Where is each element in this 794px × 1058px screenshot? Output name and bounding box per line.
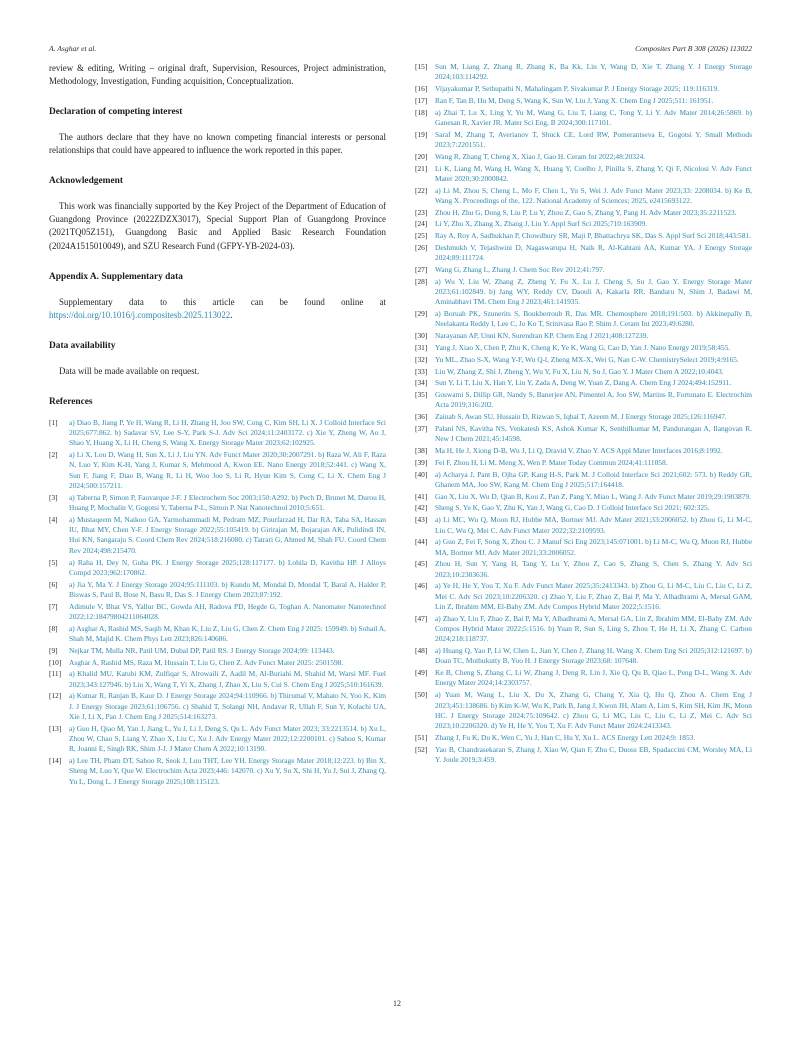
reference-number: [44] (415, 537, 428, 547)
reference-number: [30] (415, 331, 428, 341)
appendix-text-suffix: . (230, 309, 233, 320)
reference-item (415, 152, 752, 162)
reference-number: [17] (415, 95, 428, 105)
reference-number: [48] (415, 646, 428, 656)
acknowledgement-paragraph: This work was financially supported by the Key Project of the Department of Education of Guangdong Province (2022ZDZX3017), Special Support Plan of Guangdong Province (2021TQ05Z151), Guangdong Basic and Applied Basic Research Foundation (2024A1515010049), and SZU Research Fund (GFPY-YB-2024-03). (49, 201, 386, 251)
reference-item (415, 424, 752, 445)
reference-text[interactable]: a) Jia Y, Ma Y. J Energy Storage 2024;95:111103. b) Kundu M, Mondal D, Mondal T, Baral A, Halder P, Biswas S, Paul B, Bose N, Basu R, Das S. J Energy Chem 2023;87:192. (69, 579, 386, 599)
reference-text[interactable]: Zainab S, Awan SU, Hussain D, Rizwan S, Iqbal T, Azeem M. J Energy Storage 2025;126:116947. (435, 412, 727, 422)
references-list-left (49, 418, 386, 787)
reference-item (415, 503, 752, 513)
declaration-paragraph: The authors declare that they have no known competing financial interests or personal relationships that could have appeared to influence the work reported in this paper. (49, 132, 386, 156)
reference-text[interactable]: Sheng S, Ye K, Gao Y, Zhu K, Yan J, Wang G, Cao D. J Colloid Interface Sci 2021; 602:325. (435, 503, 710, 513)
reference-item (415, 84, 752, 94)
reference-item (415, 343, 752, 353)
reference-item (415, 231, 752, 241)
reference-number: [6] (49, 579, 58, 589)
reference-text[interactable]: a) Yuan M, Wang L, Liu X, Du X, Zhang G, Chang Y, Xia Q, Hu Q, Zhou A. Chem Eng J 2023;451:138686. b) Kim K-W, Wu K, Park B, Jang J, Kwon JH, Alam A, Lim S, Kim SH, Kim JK, Moon HC. J Energy Storage 2024;75:109642. c) Zhou G, Li MC, Liu C, Liu C, Li Z, Mei C. Adv Sci 2023;10:2206320. d) Ye H, He Y, You T, Xu F. Adv Funct Mater 2024:2413343. (435, 690, 752, 731)
reference-text[interactable]: a) Mustaqeem M, Naikoo GA, Yarmohammadi M, Pedram MZ, Pourfarzad H, Dar RA, Taha SA, Hassan IU, Bhat MY, Chen Y-F. J Energy Storage 2022;55:105419. b) Girirajan M, Bojarajan AK, Pulidindi IN, Hui KN, Sangaraju S. Coord Chem Rev 2024;518:216080. c) Tatrari G, Ahmed M, Shah FU. Coord Chem Rev 2024;498:215470. (69, 514, 386, 555)
reference-item (415, 331, 752, 341)
author-contributions-continued: review & editing, Writing – original draft, Supervision, Resources, Project administration, Methodology, Investigation, Funding acquisition, Conceptualization. (49, 63, 386, 87)
reference-text[interactable]: Ray A, Roy A, Sadhukhan P, Chowdhury SR, Maji P, Bhattachrya SK, Das S. Appl Surf Sci 2018;443:581. (435, 231, 751, 241)
reference-item (49, 450, 386, 491)
reference-number: [49] (415, 668, 428, 678)
reference-item (415, 745, 752, 766)
reference-number: [27] (415, 265, 428, 275)
section-heading-references: References (49, 396, 93, 407)
reference-text[interactable]: Fei F, Zhou H, Li M, Meng X, Wen P. Mater Today Commun 2024;41:111058. (435, 457, 668, 467)
reference-item (415, 515, 752, 536)
doi-link[interactable]: https://doi.org/10.1016/j.compositesb.2025.113022 (49, 309, 231, 320)
reference-text[interactable]: a) Diao B, Jiang P, Ye H, Wang R, Li H, Zhang H, Joo SW, Cong C, Kim SH, Li X. J Colloid Interface Sci 2025;677:862. b) Sadavar SV, Lee S-Y, Park S-J. Adv Sci 2024;11:2403172. c) Xie Y, Zheng W, Ao J, Shao Y, Huang X, Li H, Cheng S, Wang X. Energy Storage Mater 2023;62:102925. (69, 417, 386, 448)
appendix-paragraph (49, 296, 386, 322)
reference-item (415, 614, 752, 645)
reference-number: [7] (49, 601, 58, 611)
reference-number: [34] (415, 378, 428, 388)
reference-item (415, 265, 752, 275)
reference-item (49, 602, 386, 623)
data-availability-paragraph: Data will be made available on request. (59, 365, 200, 376)
reference-text[interactable]: Zhang J, Fu K, Du K, Wen C, Yu J, Han C, Hu Y, Xu L. ACS Energy Lett 2024;9: 1853. (435, 732, 696, 742)
reference-number: [14] (49, 756, 62, 766)
reference-item (415, 62, 752, 83)
reference-number: [11] (49, 669, 62, 679)
reference-text[interactable]: Adimule V, Bhat VS, Yallur BC, Gowda AH, Radova PD, Hegde G, Toghan A. Nanomater Nanotechnol 2022;12:18479804211064028. (69, 601, 386, 621)
section-heading-data-availability: Data availability (49, 340, 116, 351)
reference-text[interactable]: a) Huang Q, Yao P, Li W, Chen L, Jian Y, Chen J, Zhang H, Wang X. Chem Eng Sci 2025;312:121697. b) Doan TC, Muthukutty B, Yoo H. J Energy Storage 2023;68: 107648. (435, 646, 752, 666)
reference-text[interactable]: Zhou H, Zhu G, Dong S, Liu P, Lu Y, Zhou Z, Gao S, Zhang Y, Pang H. Adv Mater 2023;35:2211523. (435, 207, 737, 217)
reference-item (415, 412, 752, 422)
left-column (49, 62, 386, 788)
reference-number: [21] (415, 163, 428, 173)
reference-number: [33] (415, 366, 428, 376)
reference-item (49, 646, 386, 656)
reference-number: [36] (415, 412, 428, 422)
reference-number: [46] (415, 581, 428, 591)
running-head-journal: Composites Part B 308 (2026) 113022 (635, 44, 752, 53)
reference-number: [19] (415, 129, 428, 139)
reference-text[interactable]: Zhou H, Sun Y, Yang H, Tang Y, Lu Y, Zhou Z, Cao S, Zhang S, Chen S, Zhang Y. Adv Sci 2023;10:2303636. (435, 559, 752, 579)
reference-text[interactable]: Nejkar TM, Mulla NR, Patil UM, Dubal DP, Patil RS. J Energy Storage 2024;99: 113443. (69, 645, 335, 655)
reference-item (415, 130, 752, 151)
reference-item (49, 580, 386, 601)
reference-number: [38] (415, 446, 428, 456)
reference-number: [2] (49, 450, 58, 460)
reference-item (49, 658, 386, 668)
reference-number: [12] (49, 691, 62, 701)
reference-number: [20] (415, 151, 428, 161)
reference-number: [47] (415, 613, 428, 623)
reference-text[interactable]: Yang J, Xiao X, Chen P, Zhu K, Cheng K, Ye K, Wang G, Cao D, Yan J. Nano Energy 2019;58:455. (435, 343, 731, 353)
reference-item (415, 492, 752, 502)
reference-text[interactable]: Li Y, Zhu X, Zhang X, Zhang J, Liu Y. Appl Surf Sci 2025;710:163909. (435, 219, 648, 229)
reference-number: [16] (415, 84, 428, 94)
reference-item (415, 108, 752, 129)
right-column (415, 62, 752, 767)
section-heading-declaration: Declaration of competing interest (49, 107, 183, 118)
reference-text[interactable]: Narayanan AP, Unni KN, Surendran KP. Chem Eng J 2021;408:127239. (435, 331, 649, 341)
reference-item (415, 186, 752, 207)
reference-item (49, 418, 386, 449)
reference-number: [41] (415, 491, 428, 501)
reference-item (415, 96, 752, 106)
page-number: 12 (393, 999, 401, 1008)
reference-text[interactable]: Yao B, Chandrasekaran S, Zhang J, Xiao W, Qian F, Zhu C, Duoss EB, Spadaccini CM, Worsley MA, Li Y. Joule 2019;3:459. (435, 744, 752, 764)
reference-text[interactable]: Saraf M, Zhang T, Averianov T, Shuck CE, Lord RW, Pomerantseva E, Gogotsi Y. Small Methods 2023;7:2201551. (435, 129, 752, 149)
section-heading-appendix: Appendix A. Supplementary data (49, 271, 183, 282)
reference-number: [8] (49, 623, 58, 633)
reference-item (415, 646, 752, 667)
reference-item (415, 390, 752, 411)
reference-text[interactable]: Palani NS, Kavitha NS, Venkatesh KS, Ashok Kumar K, Senthilkumar M, Pandurangan A, Ilangovan R. New J Chem 2021;45:14598. (435, 424, 752, 444)
reference-number: [24] (415, 219, 428, 229)
reference-number: [13] (49, 723, 62, 733)
reference-text[interactable]: a) Ye H, He Y, You T, Xu F. Adv Funct Mater 2025;35:2413343. b) Zhou G, Li M-C, Liu C, Liu C, Li Z, Mei C. Adv Sci 2023;10:2206320. c) Zhao Y, Liu F, Zhao Z, Bai P, Ma Y, Alhadhrami A, Mersal GAM, Lin Z, Ibrahim MM, El-Bahy ZM. Adv Compos Hybrid Mater 2022;5:1516. (435, 581, 752, 611)
reference-text[interactable]: Yu ML, Zhao S-X, Wang Y-F, Wu Q-l, Zheng MX-X, Wei G, Nan C-W. ChemistrySelect 2019;4:9165. (435, 354, 739, 364)
reference-number: [35] (415, 390, 428, 400)
reference-number: [22] (415, 185, 428, 195)
reference-text[interactable]: a) Li X, Lou D, Wang H, Sun X, Li J, Liu YN. Adv Funct Mater 2020;30:2007291. b) Raza W, Ali F, Raza N, Luo Y, Kim K-H, Yang J, Kumar S, Mehmood A, Kwon EE. Nano Energy 2018;52:441. c) Wang X, Sun F, Jiang F, Diao B, Wang R, Li H, Woo Joo S, Li R, Hyun Kim S, Cong C, Li X. Chem Eng J 2024;500:157211. (69, 450, 386, 491)
reference-number: [1] (49, 417, 58, 427)
reference-text[interactable]: Deshmukh V, Tejashwini D, Nagaswarupa H, Naik R, Al-Kahtani AA, Kumar YA. J Energy Storage 2024;89:111724. (435, 243, 752, 263)
reference-number: [31] (415, 343, 428, 353)
reference-text[interactable]: a) Wu Y, Liu W, Zhang Z, Zheng Y, Fu X, Lu J, Cheng S, Su J, Gao Y. Energy Storage Mater 2023;61:102849. b) Jang WY, Reddy CV, Daouli A, Kakarla RR, Bandaru N, Shim J, Badawi M, Aminabhavi TM. Chem Eng J 2023;461:141935. (435, 276, 752, 307)
references-list-right (415, 62, 752, 765)
reference-item (415, 458, 752, 468)
reference-text[interactable]: a) Taberna P, Simon P, Fauvarque J-F. J Electrochem Soc 2003;150:A292. b) Pech D, Brunet M, Durou H, Huang P, Mochalin V, Gogotsi Y, Taberna P-L, Simon P. Nat Nanotechnol 2010;5:651. (69, 492, 386, 513)
running-head (49, 44, 752, 53)
reference-item (415, 219, 752, 229)
reference-item (415, 208, 752, 218)
reference-number: [3] (49, 492, 58, 502)
reference-number: [10] (49, 657, 62, 667)
reference-text[interactable]: Ma H, He J, Xiong D-B, Wu J, Li Q, Dravid V, Zhao Y. ACS Appl Mater Interfaces 2016;8:1992. (435, 446, 723, 456)
reference-item (49, 493, 386, 514)
reference-item (49, 756, 386, 787)
reference-text[interactable]: a) Lee TH, Pham DT, Sahoo R, Seok J, Luu THT, Lee YH. Energy Storage Mater 2018;12:223. b) Bin X, Sheng M, Luo Y, Que W. Electrochim Acta 2023;446: 142070. c) Xu Y, Su X, Shi H, Yu J, Sui J, Zhang Q, Yu L, Dong L. J Energy Storage 2025;108:115123. (69, 756, 386, 786)
reference-text[interactable]: a) Li M, Zhou S, Cheng L, Mo F, Chen L, Yu S, Wei J. Adv Funct Mater 2023;33: 2208034. b) Ke B, Wang X. Proceedings of the, 122. National Academy of Sciences; 2025, e2415693122. (435, 185, 752, 205)
reference-text[interactable]: Wang R, Zhang T, Cheng X, Xiao J, Gao H. Ceram Int 2022;48:20324. (435, 151, 646, 161)
reference-text[interactable]: Sun M, Liang Z, Zhang R, Zhang K, Ba Kk, Lin Y, Wang D, Xie T, Zhang Y. J Energy Storage 2024;103:114292. (435, 62, 752, 82)
reference-item (415, 378, 752, 388)
reference-text[interactable]: Liu W, Zhang Z, Shi J, Zheng Y, Wu Y, Fu X, Liu N, Su J, Gao Y. J Mater Chem A 2022;10:4043. (435, 366, 724, 376)
reference-item (49, 515, 386, 556)
reference-text[interactable]: a) Zhao Y, Liu F, Zhao Z, Bai P, Ma Y, Alhadhrami A, Mersal GA, Lin Z, Ibrahim MM, El-Bahy ZM. Adv Compos Hybrid Mater 2022;5:1516. b) Yuan R, Sun S, Ling S, Zhou T, He H, Li X, Zhang C. Carbon 2024;218:118737. (435, 613, 752, 644)
reference-number: [18] (415, 107, 428, 117)
reference-text[interactable]: Sun Y, Li T, Liu X, Han Y, Liu Y, Zada A, Deng W, Yuan Z, Dang A. Chem Eng J 2024;494:152911. (435, 378, 732, 388)
reference-number: [43] (415, 515, 428, 525)
reference-number: [51] (415, 732, 428, 742)
reference-item (415, 367, 752, 377)
reference-number: [40] (415, 469, 428, 479)
reference-item (49, 558, 386, 579)
reference-text[interactable]: Ke B, Cheng S, Zhang C, Li W, Zhang J, Deng R, Lin J, Xie Q, Qu B, Qiao L, Peng D-L, Wang X. Adv Energy Mater 2024;14:2303757. (435, 668, 752, 688)
reference-text[interactable]: a) Kumar R, Ranjan B, Kaur D. J Energy Storage 2024;94:110966. b) Thirumal V, Mahato N, Yoo K, Kim J. J Energy Storage 2023;61:106756. c) Shahid T, Solangi NH, Andavar R, Ullah F, Sun Y, Kolachi UA, Xie J, Li X, Pan J. Chem Eng J 2025;514:163273. (69, 691, 386, 721)
reference-item (415, 733, 752, 743)
reference-number: [37] (415, 424, 428, 433)
reference-number: [4] (49, 514, 58, 524)
reference-item (415, 470, 752, 491)
reference-text[interactable]: a) Raha H, Dey N, Guha PK. J Energy Storage 2025;128:117177. b) Lohila D, Kavitha HP. J Alloys Compd 2023;962:170862. (69, 557, 386, 577)
reference-item (415, 164, 752, 185)
appendix-text-prefix: Supplementary data to this article can be found online at (59, 296, 386, 307)
reference-number: [15] (415, 62, 428, 71)
reference-text[interactable]: Vijayakumar P, Sethupathi N, Mahalingam P, Sivakumar P. J Energy Storage 2025; 119:116319. (435, 84, 719, 94)
reference-item (49, 669, 386, 690)
reference-number: [42] (415, 503, 428, 513)
reference-item (415, 277, 752, 308)
reference-text[interactable]: a) Acharya J, Pant B, Ojha GP, Kang H-S, Park M. J Colloid Interface Sci 2021;602: 573. b) Reddy GR, Ghanem MA, Joo SW, Kang M. Chem Eng J 2025;517:164418. (435, 469, 752, 489)
reference-text[interactable]: Goswami S, Dillip GR, Nandy S, Banerjee AN, Pimentel A, Joo SW, Martins R, Fortunato E. Electrochim Acta 2019;316:202. (435, 390, 752, 410)
reference-number: [32] (415, 354, 428, 364)
reference-number: [9] (49, 645, 58, 655)
reference-number: [52] (415, 744, 428, 754)
reference-number: [26] (415, 243, 428, 252)
reference-number: [45] (415, 559, 428, 569)
reference-text[interactable]: a) Guo Z, Fei F, Song X, Zhou C. J Manuf Sci Eng 2023;145:071001. b) Li M-C, Wu Q, Moon RJ, Hubbe MA, Bortner MJ. Adv Mater 2021;33:2006052. (435, 537, 752, 557)
reference-number: [39] (415, 457, 428, 467)
reference-item (415, 690, 752, 731)
reference-item (415, 537, 752, 558)
reference-item (415, 581, 752, 612)
page-columns (49, 62, 752, 788)
running-head-author: A. Asghar et al. (49, 44, 97, 53)
reference-item (415, 243, 752, 264)
reference-number: [29] (415, 309, 428, 319)
reference-number: [25] (415, 231, 428, 241)
reference-item (415, 559, 752, 580)
reference-text[interactable]: a) Guo H, Qiao M, Yan J, Jiang L, Yu J, Li J, Deng S, Qu L. Adv Funct Mater 2023; 33:2213514. b) Xu L, Zhou W, Chao S, Liang Y, Zhao X, Liu C, Xu J. Adv Energy Mater 2022;12:2200101. c) Sahoo S, Kumar R, Joanni E, Singh RK, Shim J-J. J Mater Chem A 2022;10:13190. (69, 723, 386, 754)
reference-text[interactable]: Asghar A, Rashid MS, Raza M, Hussain T, Liu G, Chen Z. Adv Funct Mater 2025: 2501598. (69, 657, 344, 667)
reference-text[interactable]: Wang G, Zhang L, Zhang J. Chem Soc Rev 2012;41:797. (435, 265, 605, 275)
reference-item (415, 668, 752, 689)
section-heading-acknowledgement: Acknowledgement (49, 176, 123, 187)
reference-text[interactable]: Li K, Liang M, Wang H, Wang X, Huang Y, Coelho J, Pinilla S, Zhang Y, Qi F, Nicolosi V. Adv Funct Mater 2020;30:2000842. (435, 163, 752, 183)
reference-item (49, 691, 386, 722)
reference-item (415, 309, 752, 330)
reference-number: [23] (415, 207, 428, 217)
reference-text[interactable]: a) Li MC, Wu Q, Moon RJ, Hubbe MA, Bortner MJ. Adv Mater 2021;33:2006052. b) Zhou G, Li M-C, Liu C, Wu Q, Mei C. Adv Funct Mater 2022;32:2109593. (435, 515, 752, 535)
reference-item (415, 355, 752, 365)
reference-text[interactable]: a) Asghar A, Rashid MS, Saqib M, Khan K, Liu Z, Liu G, Chen Z. Chem Eng J 2025: 159949. b) Sohail A, Shah M, Majid K. Chem Phys Lett 2023;826:140686. (69, 623, 386, 643)
reference-item (49, 624, 386, 645)
reference-item (415, 446, 752, 456)
page-footer (0, 999, 794, 1008)
reference-text[interactable]: a) Zhai T, Lu X, Ling Y, Yu M, Wang G, Liu T, Liang C, Tong Y, Li Y. Adv Mater 2014;26:5869. b) Ganesan R, Xavier JR. Mater Sci Eng, B 2024;300:117101. (435, 107, 752, 127)
reference-text[interactable]: Ran F, Tan B, Hu M, Deng S, Wang K, Sun W, Liu J, Yang X. Chem Eng J 2025;511: 161951. (435, 95, 714, 105)
reference-number: [5] (49, 557, 58, 567)
reference-text[interactable]: Gao X, Liu X, Wu D, Qian B, Kou Z, Pan Z, Pang Y, Miao L, Wang J. Adv Funct Mater 2019;29:1903879. (435, 491, 751, 501)
reference-number: [50] (415, 690, 428, 700)
reference-text[interactable]: a) Boruah PK, Szunerits S, Boukherroub R, Das MR. Chemosphere 2018;191:503. b) Akkinepally B, Neelakanta Reddy I, Lee C, Jo Ko T, Srinivasa Rao P, Shim J. Ceram Int 2023;49:6280. (435, 309, 752, 329)
reference-text[interactable]: a) Khalid MU, Katubi KM, Zulfiqar S, Alrowaili Z, Aadil M, Al-Buriahi M, Shahid M, Warsi MF. Fuel 2023;343:127946. b) Liu X, Wang T, Yi X, Zhang J, Zhao X, Liu S, Cui S. Chem Eng J 2025;510:161639. (69, 669, 386, 689)
reference-number: [28] (415, 276, 428, 286)
reference-item (49, 724, 386, 755)
